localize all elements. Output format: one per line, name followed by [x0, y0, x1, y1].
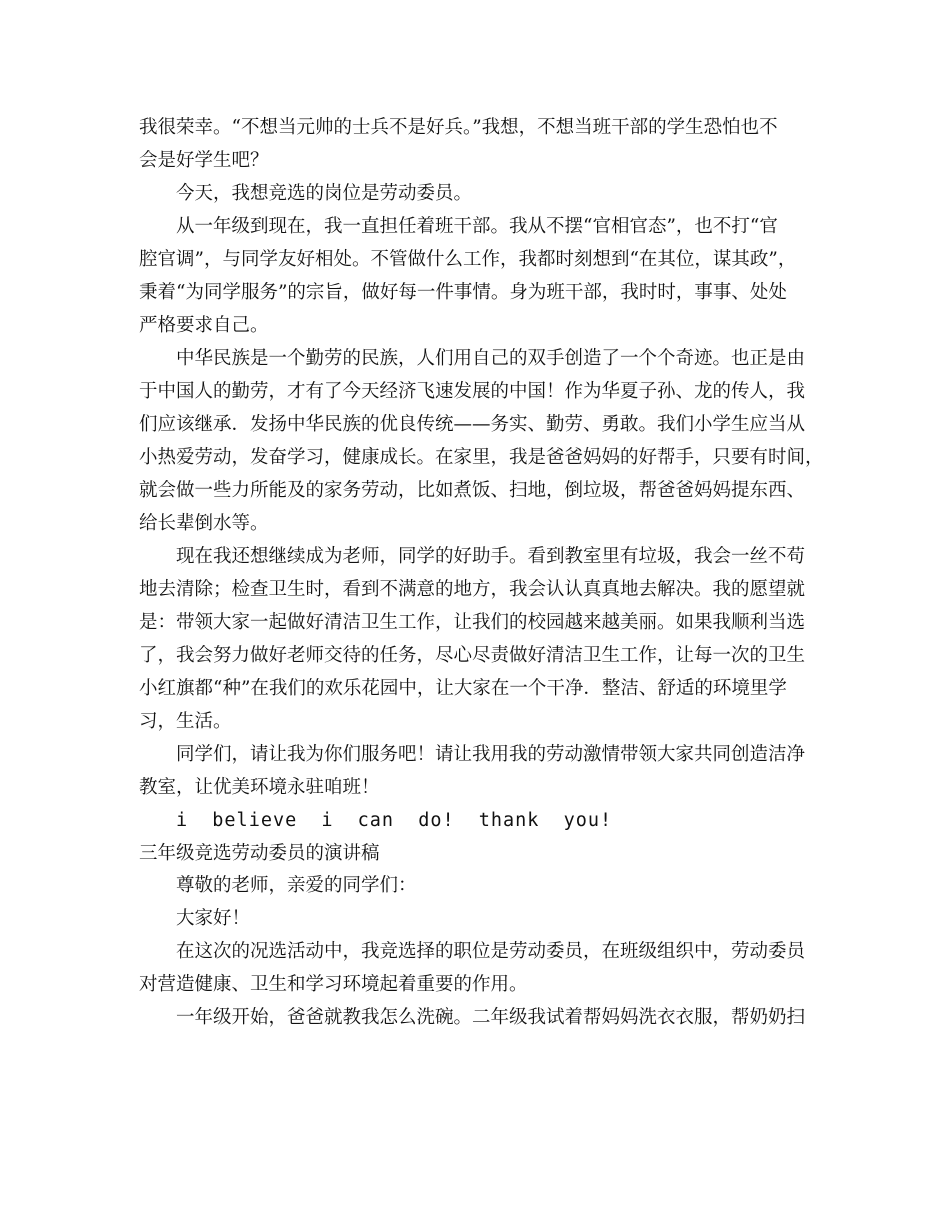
paragraph-line: 现在我还想继续成为老师，同学的好助手。看到教室里有垃圾，我会一丝不苟 [176, 546, 806, 567]
paragraph-line: 一年级开始，爸爸就教我怎么洗碗。二年级我试着帮妈妈洗衣衣服，帮奶奶扫 [176, 1007, 806, 1028]
paragraph-line: 小热爱劳动，发奋学习，健康成长。在家里，我是爸爸妈妈的好帮手，只要有时间， [139, 447, 824, 468]
document-body [139, 111, 824, 1034]
english-line: i believe i can do! thank you! [176, 810, 613, 831]
paragraph-line: 地去清除；检查卫生时，看到不满意的地方，我会认认真真地去解决。我的愿望就 [139, 579, 806, 600]
paragraph-line: 今天，我想竞选的岗位是劳动委员。 [176, 183, 473, 204]
paragraph-line: 严格要求自己。 [139, 315, 269, 336]
paragraph-line: 中华民族是一个勤劳的民族，人们用自己的双手创造了一个个奇迹。也正是由 [176, 348, 806, 369]
paragraph-line: 就会做一些力所能及的家务劳动，比如煮饭、扫地，倒垃圾，帮爸爸妈妈提东西、 [139, 480, 806, 501]
paragraph-line: 了，我会努力做好老师交待的任务，尽心尽责做好清洁卫生工作，让每一次的卫生 [139, 645, 806, 666]
paragraph-line: 教室，让优美环境永驻咱班！ [139, 777, 380, 798]
paragraph-line: 于中国人的勤劳，才有了今天经济飞速发展的中国！作为华夏子孙、龙的传人，我 [139, 381, 806, 402]
greeting-line: 尊敬的老师，亲爱的同学们： [176, 875, 417, 896]
paragraph-line: 我很荣幸。“不想当元帅的士兵不是好兵。”我想，不想当班干部的学生恐怕也不 [139, 117, 778, 138]
paragraph-line: 腔官调”，与同学友好相处。不管做什么工作，我都时刻想到“在其位，谋其政”， [139, 249, 797, 270]
paragraph-line: 习，生活。 [139, 711, 232, 732]
section-title: 三年级竞选劳动委员的演讲稿 [139, 843, 380, 864]
greeting-line: 大家好！ [176, 908, 251, 929]
paragraph-line: 同学们，请让我为你们服务吧！请让我用我的劳动激情带领大家共同创造洁净 [176, 744, 806, 765]
paragraph-line: 小红旗都“种”在我们的欢乐花园中，让大家在一个干净．整洁、舒适的环境里学 [139, 678, 787, 699]
paragraph-line: 对营造健康、卫生和学习环境起着重要的作用。 [139, 974, 528, 995]
paragraph-line: 会是好学生吧？ [139, 150, 269, 171]
paragraph-line: 从一年级到现在，我一直担任着班干部。我从不摆“官相官态”，也不打“官 [176, 216, 778, 237]
paragraph-line: 秉着“为同学服务”的宗旨，做好每一件事情。身为班干部，我时时，事事、处处 [139, 282, 787, 303]
paragraph-line: 给长辈倒水等。 [139, 513, 269, 534]
paragraph-line: 是：带领大家一起做好清洁卫生工作，让我们的校园越来越美丽。如果我顺利当选 [139, 612, 806, 633]
paragraph-line: 们应该继承．发扬中华民族的优良传统——务实、勤劳、勇敢。我们小学生应当从 [139, 414, 806, 435]
paragraph-line: 在这次的况选活动中，我竞选择的职位是劳动委员，在班级组织中，劳动委员 [176, 941, 806, 962]
